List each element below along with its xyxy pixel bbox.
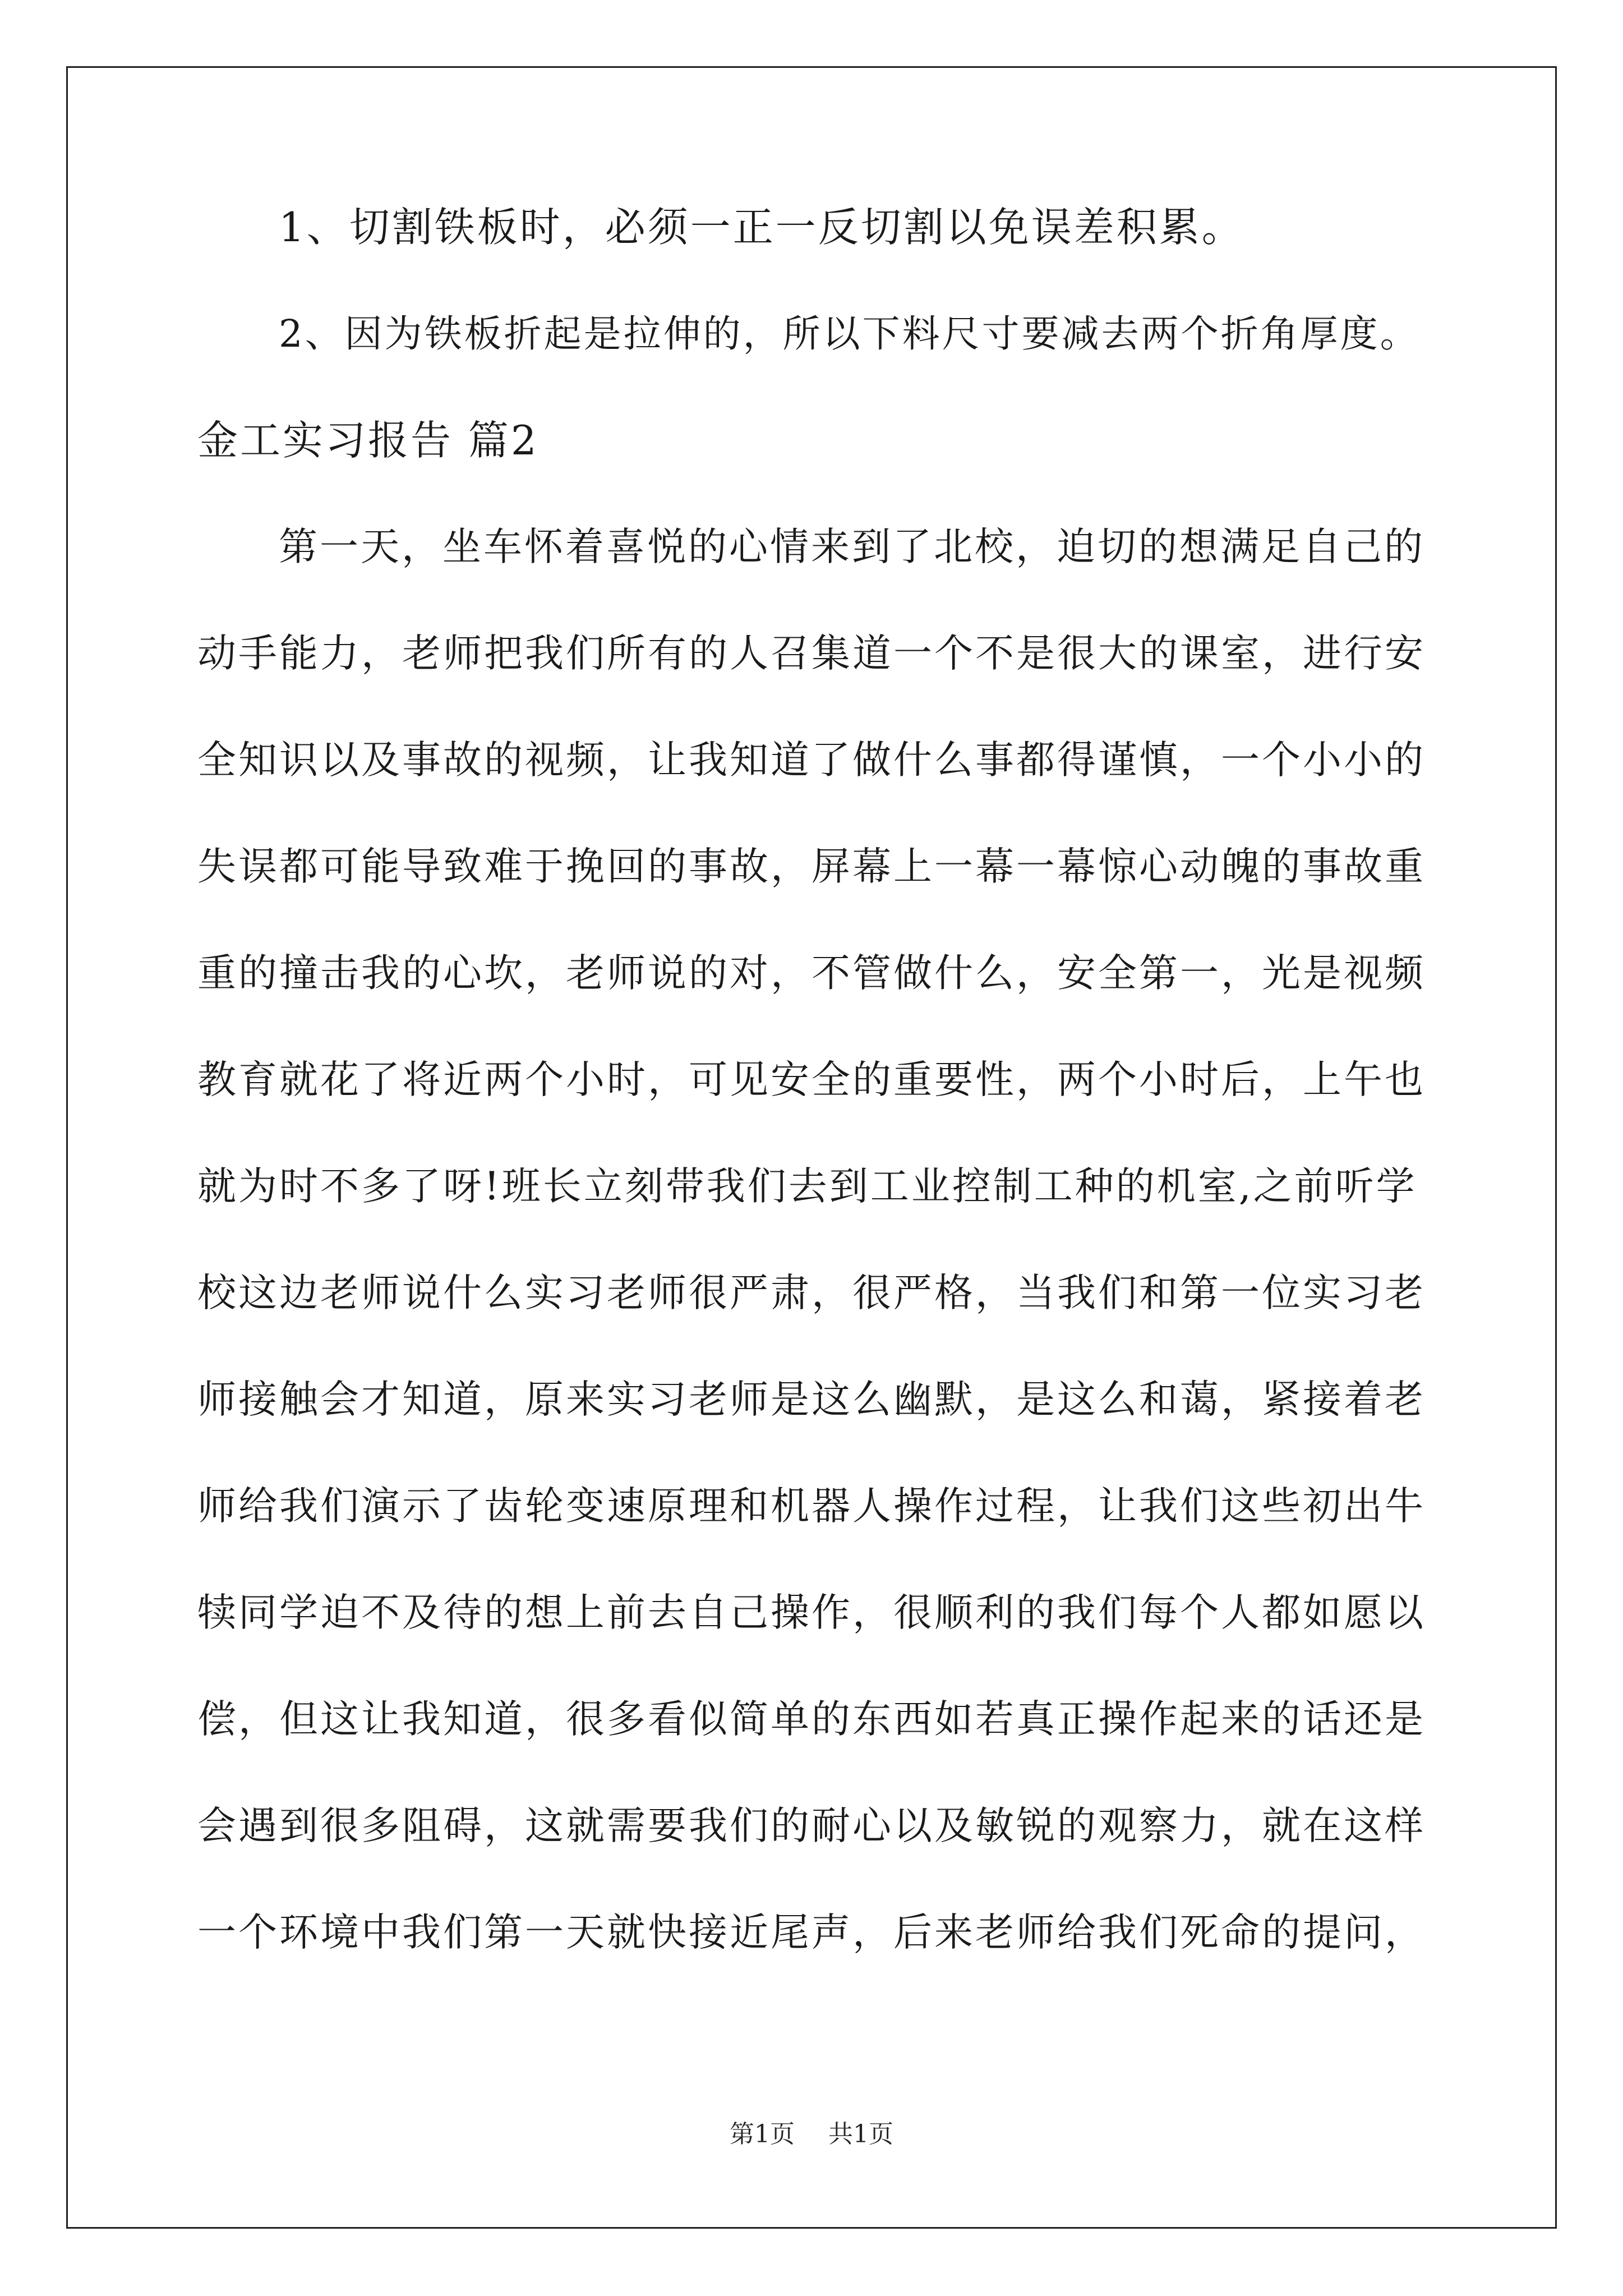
paragraph-line: 1、切割铁板时，必须一正一反切割以免误差积累。 bbox=[279, 204, 1244, 251]
paragraph-line: 一个环境中我们第一天就快接近尾声，后来老师给我们死命的提问， bbox=[197, 1910, 1426, 1955]
paragraph-line: 偿，但这让我知道，很多看似简单的东西如若真正操作起来的话还是 bbox=[197, 1697, 1426, 1742]
paragraph-line: 师给我们演示了齿轮变速原理和机器人操作过程，让我们这些初出牛 bbox=[197, 1484, 1426, 1529]
paragraph-line: 重的撞击我的心坎，老师说的对，不管做什么，安全第一，光是视频 bbox=[197, 951, 1426, 996]
paragraph-line: 教育就花了将近两个小时，可见安全的重要性，两个小时后，上午也 bbox=[197, 1057, 1426, 1102]
section-heading: 金工实习报告 篇2 bbox=[197, 417, 539, 464]
page-total: 共1页 bbox=[828, 2120, 893, 2148]
paragraph-line: 会遇到很多阻碍，这就需要我们的耐心以及敏锐的观察力，就在这样 bbox=[197, 1803, 1426, 1848]
paragraph-line: 就为时不多了呀!班长立刻带我们去到工业控制工种的机室,之前听学 bbox=[197, 1164, 1417, 1209]
paragraph-line: 2、因为铁板折起是拉伸的，所以下料尺寸要减去两个折角厚度。 bbox=[279, 312, 1420, 356]
paragraph-line: 师接触会才知道，原来实习老师是这么幽默，是这么和蔼，紧接着老 bbox=[197, 1377, 1426, 1422]
paragraph-line: 第一天，坐车怀着喜悦的心情来到了北校，迫切的想满足自己的 bbox=[279, 524, 1425, 569]
paragraph-line: 动手能力，老师把我们所有的人召集道一个不是很大的课室，进行安 bbox=[197, 631, 1426, 676]
paragraph-line: 失误都可能导致难于挽回的事故，屏幕上一幕一幕惊心动魄的事故重 bbox=[197, 844, 1426, 889]
page-footer bbox=[0, 2118, 1623, 2151]
page-number: 第1页 bbox=[730, 2120, 795, 2148]
paragraph-line: 全知识以及事故的视频，让我知道了做什么事都得谨慎，一个小小的 bbox=[197, 738, 1426, 783]
paragraph-line: 犊同学迫不及待的想上前去自己操作，很顺利的我们每个人都如愿以 bbox=[197, 1590, 1426, 1635]
paragraph-line: 校这边老师说什么实习老师很严肃，很严格，当我们和第一位实习老 bbox=[197, 1271, 1426, 1315]
